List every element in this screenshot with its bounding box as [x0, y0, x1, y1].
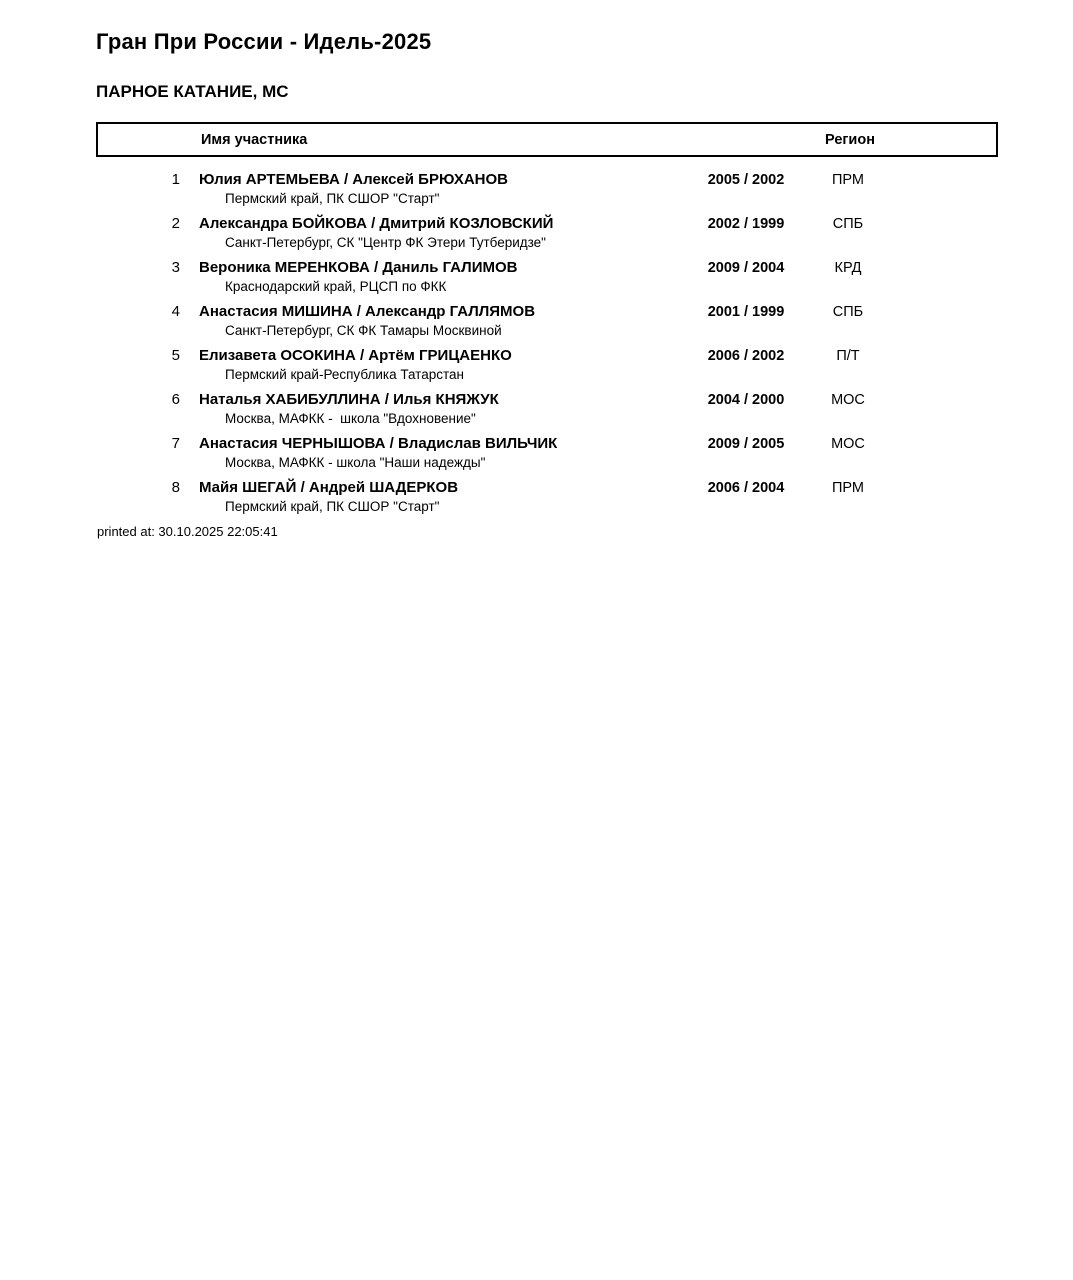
row-number: 6	[171, 391, 180, 408]
participant-cell	[188, 479, 696, 515]
pair-club: Санкт-Петербург, СК "Центр ФК Этери Тутберидзе"	[225, 235, 546, 250]
pair-names: Анастасия МИШИНА / Александр ГАЛЛЯМОВ	[199, 303, 536, 320]
table-row	[96, 259, 998, 295]
pair-names: Майя ШЕГАЙ / Андрей ШАДЕРКОВ	[199, 479, 459, 496]
participant-cell	[188, 171, 696, 207]
participant-cell	[188, 391, 696, 427]
table-row	[96, 391, 998, 427]
pair-club: Москва, МАФКК - школа "Наши надежды"	[225, 455, 486, 470]
printed-at-timestamp: printed at: 30.10.2025 22:05:41	[97, 524, 278, 539]
row-number: 5	[171, 347, 180, 364]
birth-years: 2001 / 1999	[707, 304, 785, 320]
category-subtitle: ПАРНОЕ КАТАНИЕ, МС	[96, 82, 289, 101]
row-number: 1	[171, 171, 180, 188]
birth-years: 2006 / 2002	[707, 348, 785, 364]
pair-club: Санкт-Петербург, СК ФК Тамары Москвиной	[225, 323, 502, 338]
table-row	[96, 171, 998, 207]
region-code: ПРМ	[831, 480, 864, 496]
birth-years: 2006 / 2004	[707, 480, 785, 496]
table-row	[96, 215, 998, 251]
birth-years: 2005 / 2002	[707, 172, 785, 188]
table-row	[96, 347, 998, 383]
birth-years: 2009 / 2005	[707, 436, 785, 452]
participant-rows	[96, 171, 998, 523]
row-number: 4	[171, 303, 180, 320]
region-code: МОС	[831, 392, 865, 408]
participant-cell	[188, 435, 696, 471]
pair-club: Пермский край, ПК СШОР "Старт"	[225, 499, 440, 514]
pair-club: Москва, МАФКК - школа "Вдохновение"	[225, 411, 476, 426]
birth-years: 2004 / 2000	[707, 392, 785, 408]
row-number: 3	[171, 259, 180, 276]
birth-years: 2002 / 1999	[707, 216, 785, 232]
row-number: 8	[171, 479, 180, 496]
column-header-region: Регион	[825, 131, 875, 148]
participant-cell	[188, 215, 696, 251]
region-code: МОС	[831, 436, 865, 452]
region-code: СПБ	[832, 304, 864, 320]
region-code: П/Т	[836, 348, 860, 364]
column-header-participant-name: Имя участника	[201, 131, 308, 148]
table-row	[96, 303, 998, 339]
table-row	[96, 479, 998, 515]
region-code: КРД	[834, 260, 862, 276]
table-row	[96, 435, 998, 471]
birth-years: 2009 / 2004	[707, 260, 785, 276]
pair-club: Пермский край, ПК СШОР "Старт"	[225, 191, 440, 206]
participant-cell	[188, 259, 696, 295]
participant-cell	[188, 347, 696, 383]
pair-names: Юлия АРТЕМЬЕВА / Алексей БРЮХАНОВ	[199, 171, 509, 188]
pair-names: Вероника МЕРЕНКОВА / Даниль ГАЛИМОВ	[199, 259, 518, 276]
participant-cell	[188, 303, 696, 339]
table-header	[96, 122, 998, 157]
pair-names: Александра БОЙКОВА / Дмитрий КОЗЛОВСКИЙ	[199, 215, 554, 232]
pair-names: Анастасия ЧЕРНЫШОВА / Владислав ВИЛЬЧИК	[199, 435, 558, 452]
region-code: СПБ	[832, 216, 864, 232]
pair-names: Наталья ХАБИБУЛЛИНА / Илья КНЯЖУК	[199, 391, 499, 408]
pair-club: Краснодарский край, РЦСП по ФКК	[225, 279, 447, 294]
event-title: Гран При России - Идель-2025	[96, 29, 432, 54]
row-number: 7	[171, 435, 180, 452]
pair-club: Пермский край-Республика Татарстан	[225, 367, 464, 382]
row-number: 2	[171, 215, 180, 232]
region-code: ПРМ	[831, 172, 864, 188]
pair-names: Елизавета ОСОКИНА / Артём ГРИЦАЕНКО	[199, 347, 512, 364]
